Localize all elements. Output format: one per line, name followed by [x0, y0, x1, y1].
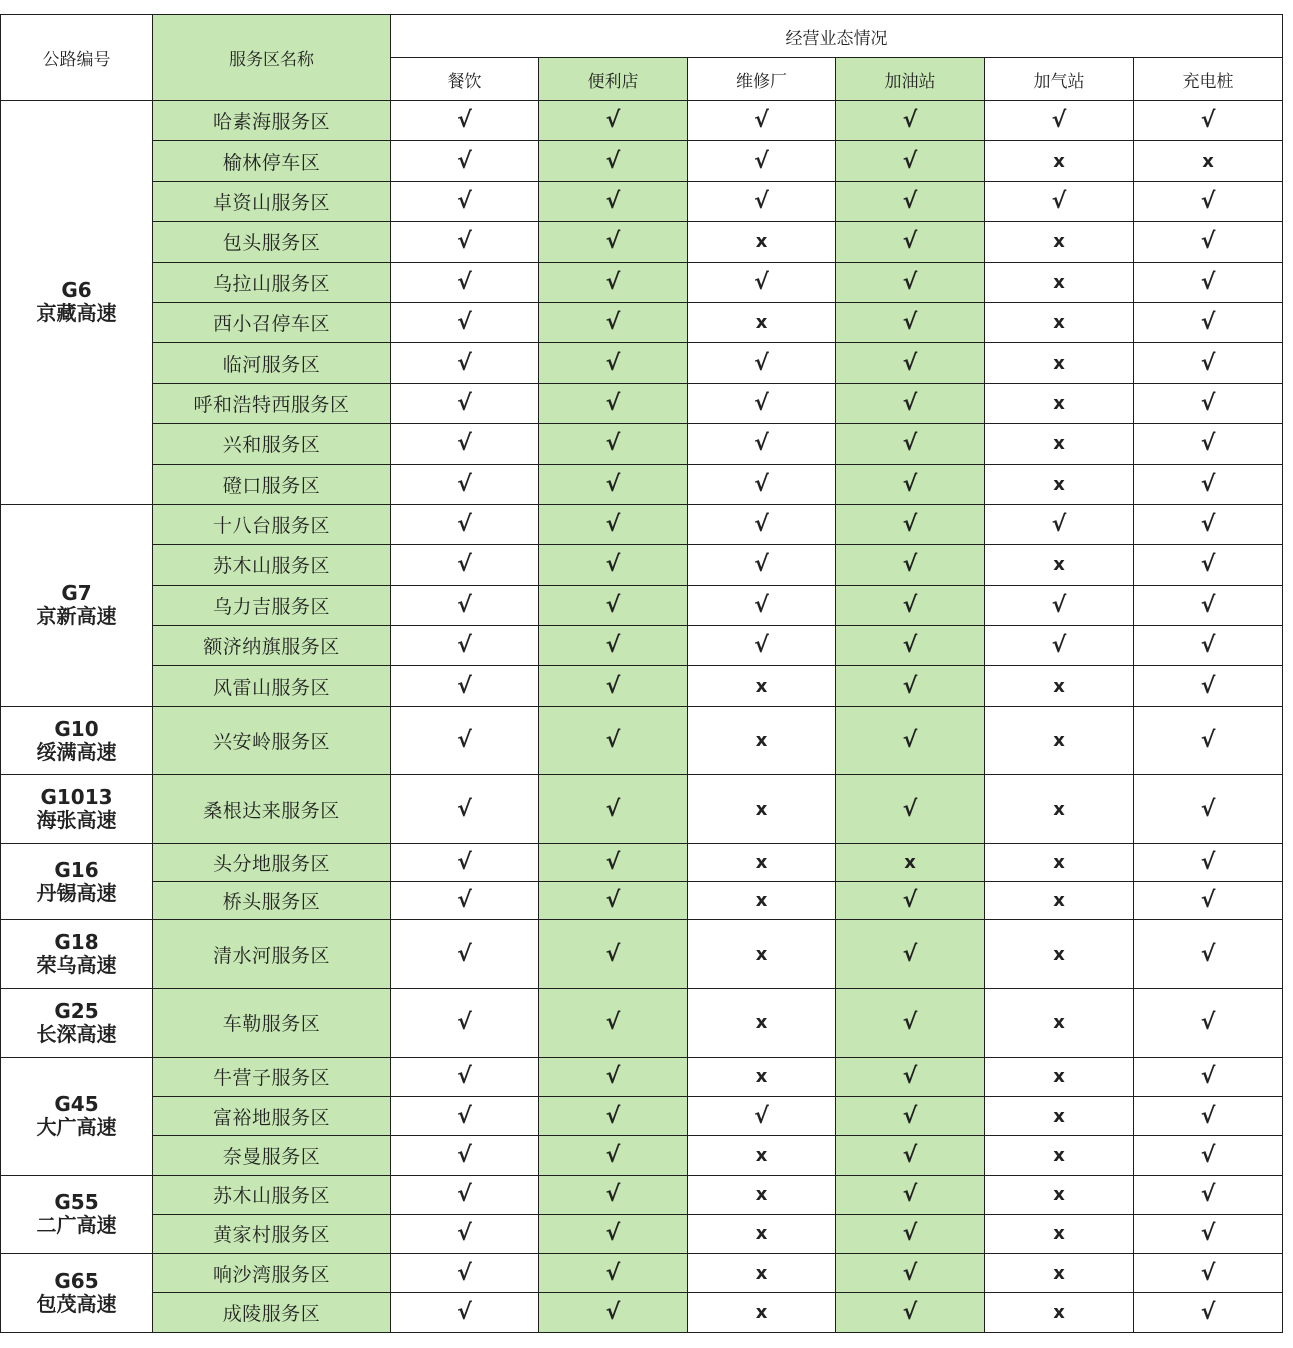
- check-mark: √: [391, 545, 539, 585]
- check-mark: √: [1134, 262, 1283, 302]
- check-mark: √: [836, 141, 985, 181]
- check-mark: √: [1134, 1214, 1283, 1253]
- service-area-name: 苏木山服务区: [153, 545, 391, 585]
- check-mark: √: [1134, 504, 1283, 544]
- check-mark: √: [836, 1057, 985, 1096]
- road-code: G65: [54, 1268, 99, 1293]
- check-mark: √: [836, 585, 985, 625]
- table-row: [1, 101, 1283, 141]
- road-code-cell: [1, 989, 153, 1058]
- check-mark: √: [539, 464, 688, 504]
- check-mark: √: [836, 343, 985, 383]
- road-code-cell: [1, 101, 153, 505]
- check-mark: √: [391, 262, 539, 302]
- table-body: [1, 101, 1283, 1333]
- table-row: [1, 1096, 1283, 1135]
- road-name: 绥满高速: [36, 739, 117, 764]
- table-row: [1, 775, 1283, 844]
- service-area-name: 临河服务区: [153, 343, 391, 383]
- road-code: G1013: [40, 785, 113, 810]
- check-mark: √: [836, 882, 985, 920]
- check-mark: √: [391, 989, 539, 1058]
- service-area-name: 桥头服务区: [153, 882, 391, 920]
- table-row: [1, 181, 1283, 221]
- road-code-cell: [1, 844, 153, 920]
- road-code: G6: [61, 278, 92, 303]
- cross-mark: x: [688, 920, 836, 989]
- check-mark: √: [391, 101, 539, 141]
- check-mark: √: [836, 101, 985, 141]
- check-mark: √: [391, 844, 539, 882]
- check-mark: √: [985, 504, 1134, 544]
- service-area-name: 成陵服务区: [153, 1293, 391, 1332]
- check-mark: √: [1134, 383, 1283, 423]
- check-mark: √: [1134, 1175, 1283, 1214]
- check-mark: √: [1134, 424, 1283, 464]
- road-code: G10: [54, 716, 99, 741]
- check-mark: √: [836, 383, 985, 423]
- header-repair-shop: 维修厂: [688, 58, 836, 101]
- cross-mark: x: [688, 844, 836, 882]
- check-mark: √: [688, 343, 836, 383]
- check-mark: √: [391, 343, 539, 383]
- check-mark: √: [539, 666, 688, 706]
- road-code-cell: [1, 706, 153, 775]
- road-name: 丹锡高速: [36, 880, 117, 905]
- cross-mark: x: [985, 1057, 1134, 1096]
- check-mark: √: [688, 181, 836, 221]
- service-area-name: 包头服务区: [153, 222, 391, 262]
- cross-mark: x: [985, 141, 1134, 181]
- check-mark: √: [391, 1293, 539, 1332]
- check-mark: √: [836, 1175, 985, 1214]
- check-mark: √: [836, 545, 985, 585]
- check-mark: √: [391, 626, 539, 666]
- check-mark: √: [688, 424, 836, 464]
- cross-mark: x: [985, 1136, 1134, 1175]
- check-mark: √: [1134, 706, 1283, 775]
- cross-mark: x: [688, 1214, 836, 1253]
- service-area-name: 兴安岭服务区: [153, 706, 391, 775]
- check-mark: √: [688, 1096, 836, 1135]
- check-mark: √: [1134, 775, 1283, 844]
- check-mark: √: [1134, 181, 1283, 221]
- check-mark: √: [1134, 464, 1283, 504]
- check-mark: √: [1134, 1136, 1283, 1175]
- road-code: G55: [54, 1190, 99, 1215]
- cross-mark: x: [985, 989, 1134, 1058]
- check-mark: √: [539, 882, 688, 920]
- header-row-top: [1, 15, 1283, 58]
- check-mark: √: [391, 383, 539, 423]
- check-mark: √: [539, 1175, 688, 1214]
- table-row: [1, 585, 1283, 625]
- service-area-name: 清水河服务区: [153, 920, 391, 989]
- cross-mark: x: [985, 844, 1134, 882]
- header-gas-station: 加油站: [836, 58, 985, 101]
- check-mark: √: [391, 775, 539, 844]
- cross-mark: x: [985, 1254, 1134, 1293]
- service-area-name: 磴口服务区: [153, 464, 391, 504]
- service-area-name: 奈曼服务区: [153, 1136, 391, 1175]
- check-mark: √: [391, 882, 539, 920]
- service-area-name: 响沙湾服务区: [153, 1254, 391, 1293]
- table-row: [1, 343, 1283, 383]
- cross-mark: x: [985, 424, 1134, 464]
- check-mark: √: [391, 1057, 539, 1096]
- road-code: G45: [54, 1092, 99, 1117]
- cross-mark: x: [1134, 141, 1283, 181]
- check-mark: √: [539, 1096, 688, 1135]
- check-mark: √: [391, 424, 539, 464]
- check-mark: √: [539, 181, 688, 221]
- check-mark: √: [688, 101, 836, 141]
- check-mark: √: [1134, 1293, 1283, 1332]
- check-mark: √: [391, 464, 539, 504]
- road-name: 京新高速: [36, 604, 117, 629]
- service-area-name: 牛营子服务区: [153, 1057, 391, 1096]
- check-mark: √: [1134, 545, 1283, 585]
- road-code: G18: [54, 930, 99, 955]
- check-mark: √: [836, 222, 985, 262]
- table-row: [1, 424, 1283, 464]
- check-mark: √: [688, 464, 836, 504]
- check-mark: √: [836, 1214, 985, 1253]
- check-mark: √: [391, 302, 539, 342]
- table-row: [1, 383, 1283, 423]
- cross-mark: x: [985, 706, 1134, 775]
- cross-mark: x: [688, 1136, 836, 1175]
- check-mark: √: [391, 666, 539, 706]
- road-name: 包茂高速: [36, 1291, 117, 1316]
- cross-mark: x: [985, 222, 1134, 262]
- cross-mark: x: [688, 706, 836, 775]
- check-mark: √: [391, 920, 539, 989]
- table-row: [1, 302, 1283, 342]
- check-mark: √: [836, 775, 985, 844]
- check-mark: √: [539, 920, 688, 989]
- check-mark: √: [1134, 1057, 1283, 1096]
- road-name: 海张高速: [36, 808, 117, 833]
- header-road-code: 公路编号: [1, 15, 153, 101]
- check-mark: √: [1134, 920, 1283, 989]
- check-mark: √: [539, 141, 688, 181]
- check-mark: √: [1134, 302, 1283, 342]
- cross-mark: x: [688, 1175, 836, 1214]
- check-mark: √: [1134, 844, 1283, 882]
- check-mark: √: [1134, 222, 1283, 262]
- check-mark: √: [836, 181, 985, 221]
- service-area-name: 乌拉山服务区: [153, 262, 391, 302]
- table-row: [1, 920, 1283, 989]
- table-row: [1, 1136, 1283, 1175]
- cross-mark: x: [985, 1096, 1134, 1135]
- header-business-status: 经营业态情况: [391, 15, 1283, 58]
- road-code: G25: [54, 998, 99, 1023]
- table-row: [1, 666, 1283, 706]
- check-mark: √: [985, 585, 1134, 625]
- check-mark: √: [836, 706, 985, 775]
- table-row: [1, 989, 1283, 1058]
- check-mark: √: [688, 626, 836, 666]
- check-mark: √: [391, 181, 539, 221]
- cross-mark: x: [985, 1175, 1134, 1214]
- road-code: G16: [54, 857, 99, 882]
- check-mark: √: [1134, 626, 1283, 666]
- table-row: [1, 844, 1283, 882]
- check-mark: √: [985, 101, 1134, 141]
- cross-mark: x: [688, 1293, 836, 1332]
- check-mark: √: [836, 920, 985, 989]
- check-mark: √: [539, 504, 688, 544]
- table-row: [1, 1214, 1283, 1253]
- road-code-cell: [1, 1254, 153, 1333]
- cross-mark: x: [985, 343, 1134, 383]
- header-convenience-store: 便利店: [539, 58, 688, 101]
- check-mark: √: [836, 666, 985, 706]
- check-mark: √: [836, 1136, 985, 1175]
- service-area-name: 哈素海服务区: [153, 101, 391, 141]
- check-mark: √: [539, 585, 688, 625]
- cross-mark: x: [688, 775, 836, 844]
- check-mark: √: [391, 1254, 539, 1293]
- check-mark: √: [539, 989, 688, 1058]
- service-area-name: 风雷山服务区: [153, 666, 391, 706]
- service-area-name: 兴和服务区: [153, 424, 391, 464]
- check-mark: √: [985, 626, 1134, 666]
- table-row: [1, 141, 1283, 181]
- cross-mark: x: [985, 920, 1134, 989]
- cross-mark: x: [985, 262, 1134, 302]
- check-mark: √: [539, 775, 688, 844]
- table-row: [1, 1057, 1283, 1096]
- service-area-name: 卓资山服务区: [153, 181, 391, 221]
- check-mark: √: [391, 1136, 539, 1175]
- cross-mark: x: [985, 1214, 1134, 1253]
- service-area-table: [0, 14, 1283, 1333]
- table-row: [1, 262, 1283, 302]
- service-area-name: 十八台服务区: [153, 504, 391, 544]
- check-mark: √: [836, 424, 985, 464]
- check-mark: √: [1134, 1254, 1283, 1293]
- cross-mark: x: [985, 545, 1134, 585]
- check-mark: √: [539, 101, 688, 141]
- road-code-cell: [1, 1175, 153, 1254]
- road-name: 荣乌高速: [36, 953, 117, 978]
- table-row: [1, 545, 1283, 585]
- header-gas-refill: 加气站: [985, 58, 1134, 101]
- check-mark: √: [836, 302, 985, 342]
- table-row: [1, 464, 1283, 504]
- table-row: [1, 222, 1283, 262]
- service-area-name: 榆林停车区: [153, 141, 391, 181]
- service-area-name: 头分地服务区: [153, 844, 391, 882]
- check-mark: √: [539, 343, 688, 383]
- cross-mark: x: [836, 844, 985, 882]
- road-code: G7: [61, 581, 92, 606]
- cross-mark: x: [688, 1254, 836, 1293]
- table-row: [1, 706, 1283, 775]
- service-area-name: 车勒服务区: [153, 989, 391, 1058]
- check-mark: √: [391, 585, 539, 625]
- check-mark: √: [836, 1254, 985, 1293]
- service-area-name: 额济纳旗服务区: [153, 626, 391, 666]
- check-mark: √: [539, 706, 688, 775]
- check-mark: √: [391, 1214, 539, 1253]
- road-code-cell: [1, 920, 153, 989]
- cross-mark: x: [985, 882, 1134, 920]
- check-mark: √: [1134, 343, 1283, 383]
- cross-mark: x: [688, 989, 836, 1058]
- table-row: [1, 882, 1283, 920]
- check-mark: √: [391, 1096, 539, 1135]
- cross-mark: x: [985, 666, 1134, 706]
- check-mark: √: [836, 504, 985, 544]
- check-mark: √: [391, 141, 539, 181]
- cross-mark: x: [688, 1057, 836, 1096]
- service-area-name: 桑根达来服务区: [153, 775, 391, 844]
- check-mark: √: [539, 1293, 688, 1332]
- cross-mark: x: [985, 1293, 1134, 1332]
- check-mark: √: [836, 464, 985, 504]
- check-mark: √: [1134, 989, 1283, 1058]
- service-area-name: 黄家村服务区: [153, 1214, 391, 1253]
- road-name: 京藏高速: [36, 301, 117, 326]
- check-mark: √: [1134, 585, 1283, 625]
- header-charging-pile: 充电桩: [1134, 58, 1283, 101]
- check-mark: √: [688, 585, 836, 625]
- check-mark: √: [836, 1096, 985, 1135]
- check-mark: √: [836, 262, 985, 302]
- road-name: 二广高速: [36, 1213, 117, 1238]
- check-mark: √: [539, 383, 688, 423]
- check-mark: √: [1134, 666, 1283, 706]
- check-mark: √: [539, 262, 688, 302]
- check-mark: √: [1134, 882, 1283, 920]
- service-area-name: 西小召停车区: [153, 302, 391, 342]
- check-mark: √: [539, 222, 688, 262]
- check-mark: √: [391, 706, 539, 775]
- check-mark: √: [836, 989, 985, 1058]
- check-mark: √: [539, 1254, 688, 1293]
- cross-mark: x: [688, 302, 836, 342]
- service-area-name: 富裕地服务区: [153, 1096, 391, 1135]
- table-row: [1, 1254, 1283, 1293]
- check-mark: √: [539, 1214, 688, 1253]
- check-mark: √: [539, 424, 688, 464]
- check-mark: √: [688, 141, 836, 181]
- cross-mark: x: [985, 302, 1134, 342]
- cross-mark: x: [985, 775, 1134, 844]
- cross-mark: x: [985, 464, 1134, 504]
- check-mark: √: [985, 181, 1134, 221]
- check-mark: √: [391, 1175, 539, 1214]
- cross-mark: x: [985, 383, 1134, 423]
- check-mark: √: [836, 626, 985, 666]
- check-mark: √: [391, 504, 539, 544]
- check-mark: √: [539, 302, 688, 342]
- check-mark: √: [539, 545, 688, 585]
- check-mark: √: [688, 262, 836, 302]
- service-area-name: 呼和浩特西服务区: [153, 383, 391, 423]
- check-mark: √: [688, 383, 836, 423]
- check-mark: √: [539, 626, 688, 666]
- table-row: [1, 626, 1283, 666]
- service-area-name: 乌力吉服务区: [153, 585, 391, 625]
- cross-mark: x: [688, 882, 836, 920]
- table-row: [1, 1175, 1283, 1214]
- service-area-name: 苏木山服务区: [153, 1175, 391, 1214]
- check-mark: √: [539, 844, 688, 882]
- road-code-cell: [1, 504, 153, 706]
- road-name: 大广高速: [36, 1115, 117, 1140]
- cross-mark: x: [688, 666, 836, 706]
- table-row: [1, 1293, 1283, 1332]
- check-mark: √: [688, 545, 836, 585]
- header-catering: 餐饮: [391, 58, 539, 101]
- road-code-cell: [1, 775, 153, 844]
- check-mark: √: [1134, 1096, 1283, 1135]
- road-name: 长深高速: [36, 1021, 117, 1046]
- table-row: [1, 504, 1283, 544]
- header-service-name: 服务区名称: [153, 15, 391, 101]
- check-mark: √: [836, 1293, 985, 1332]
- road-code-cell: [1, 1057, 153, 1175]
- check-mark: √: [539, 1136, 688, 1175]
- cross-mark: x: [688, 222, 836, 262]
- check-mark: √: [539, 1057, 688, 1096]
- check-mark: √: [391, 222, 539, 262]
- check-mark: √: [1134, 101, 1283, 141]
- check-mark: √: [688, 504, 836, 544]
